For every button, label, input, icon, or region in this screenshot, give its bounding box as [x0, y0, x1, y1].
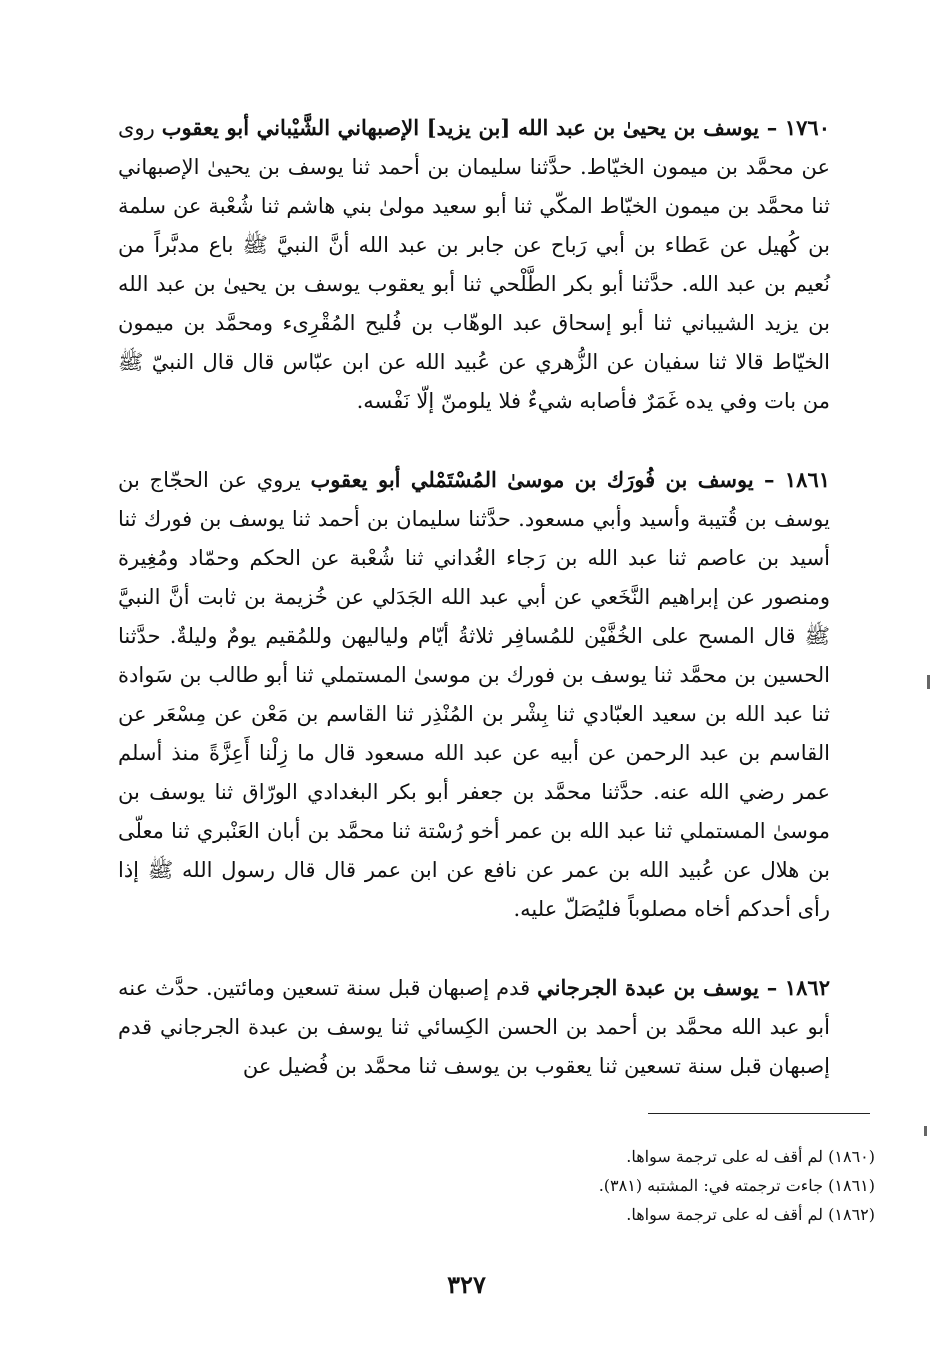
entry-paragraph — [118, 108, 830, 421]
footnote-1861: (١٨٦١) جاءت ترجمته في: المشتبه (٣٨١). — [598, 1176, 875, 1195]
footnote-1860: (١٨٦٠) لم أقف له على ترجمة سواها. — [626, 1147, 875, 1166]
entry-heading: ١٨٦٢ – يوسف بن عبدة الجرجاني — [537, 975, 830, 1000]
entry-paragraph — [118, 460, 830, 929]
page-number: ٣٢٧ — [447, 1270, 486, 1299]
scan-speck — [924, 1126, 927, 1136]
footnote-divider — [648, 1113, 870, 1114]
entry-body: قدم إصبهان قبل سنة تسعين ومائتين. حدَّث عنه أبو عبد الله محمَّد بن أحمد بن الحسن الكِسائي ثنا يوسف بن عبدة الجرجاني قدم إصبهان قبل سنة تسعين ثنا يعقوب بن يوسف ثنا محمَّد بن فُضيل عن — [118, 976, 830, 1078]
entry-number: ١٧٦٠ — [784, 115, 830, 140]
entry-name: يوسف بن عبدة الجرجاني — [537, 975, 760, 1000]
entry-1860 — [118, 108, 830, 421]
entry-1862 — [118, 968, 830, 1086]
entry-name: يوسف بن يحيىٰ بن عبد الله [بن يزيد] الإصبهاني الشَّيْباني أبو يعقوب — [161, 115, 760, 140]
entry-heading: ١٧٦٠ – يوسف بن يحيىٰ بن عبد الله [بن يزيد] الإصبهاني الشَّيْباني أبو يعقوب — [161, 115, 830, 140]
entry-heading: ١٨٦١ – يوسف بن فُورَك بن موسىٰ المُسْتَمْلي أبو يعقوب — [310, 467, 831, 492]
footnote-1862: (١٨٦٢) لم أقف له على ترجمة سواها. — [626, 1205, 875, 1224]
entry-body: يروي عن الحجّاج بن يوسف بن قُتيبة وأسيد وأبي مسعود. حدَّثنا سليمان بن أحمد ثنا يوسف بن فورك ثنا أسيد بن عاصم ثنا عبد الله بن رَجاء الغُداني ثنا شُعْبة عن الحكم وحمّاد ومُغِيرة ومنصور عن إبراهيم النَّخَعي عن أبي عبد الله الجَدَلي عن خُزيمة بن ثابت أنَّ النبيَّ ﷺ قال المسح على الخُفَّيْن للمُسافِر ثلاثةُ أيّام ولياليهن وللمُقيم يومٌ وليلةٌ. حدَّثنا الحسين بن محمَّد ثنا يوسف بن فورك بن موسىٰ المستملي ثنا أبو طالب بن سَوادة ثنا عبد الله بن سعيد العبّادي ثنا بِشْر بن المُنْذِر ثنا القاسم بن مَعْن عن مِسْعَر عن القاسم بن عبد الرحمن عن أبيه عن عبد الله مسعود قال ما زِلْنا أَعِزَّةً منذ أسلم عمر رضي الله عنه. حدَّثنا محمَّد بن جعفر أبو بكر البغدادي الورّاق ثنا يوسف بن موسىٰ المستملي ثنا عبد الله بن عمر أخو رُسْتة ثنا محمَّد بن أبان العَنْبري ثنا معلّى بن هلال عن عُبيد الله بن عمر عن نافع عن ابن عمر قال قال رسول الله ﷺ إذا رأى أحدكم أخاه مصلوباً فليُصَلّ عليه. — [118, 468, 830, 921]
entry-body: روى عن محمَّد بن ميمون الخيّاط. حدَّثنا سليمان بن أحمد ثنا يوسف بن يحيىٰ الإصبهاني ثنا محمَّد بن ميمون الخيّاط المكّي ثنا أبو سعيد مولىٰ بني هاشم ثنا شُعْبة عن سلمة بن كُهيل عن عَطاء بن أبي رَباح عن جابر بن عبد الله أنَّ النبيَّ ﷺ باع مدبَّراً من نُعيم بن عبد الله. حدَّثنا أبو بكر الطَّلْحي ثنا أبو يعقوب يوسف بن يحيىٰ بن عبد الله بن يزيد الشيباني ثنا أبو إسحاق عبد الوهّاب بن فُليح المُقْرِىء ومحمَّد بن ميمون الخيّاط قالا ثنا سفيان عن الزُّهري عن عُبيد الله عن ابن عبّاس قال قال النبيّ ﷺ من بات وفي يده غَمَرٌ فأصابه شيءٌ فلا يلومنّ إلّا نَفْسه. — [118, 116, 830, 413]
entry-1861 — [118, 460, 830, 929]
scan-speck — [927, 675, 930, 689]
entry-number: ١٨٦٢ — [784, 975, 830, 1000]
entry-paragraph — [118, 968, 830, 1086]
entry-name: يوسف بن فُورَك بن موسىٰ المُسْتَمْلي أبو يعقوب — [310, 467, 754, 492]
entry-number: ١٨٦١ — [784, 467, 831, 492]
footnotes — [300, 1142, 875, 1229]
